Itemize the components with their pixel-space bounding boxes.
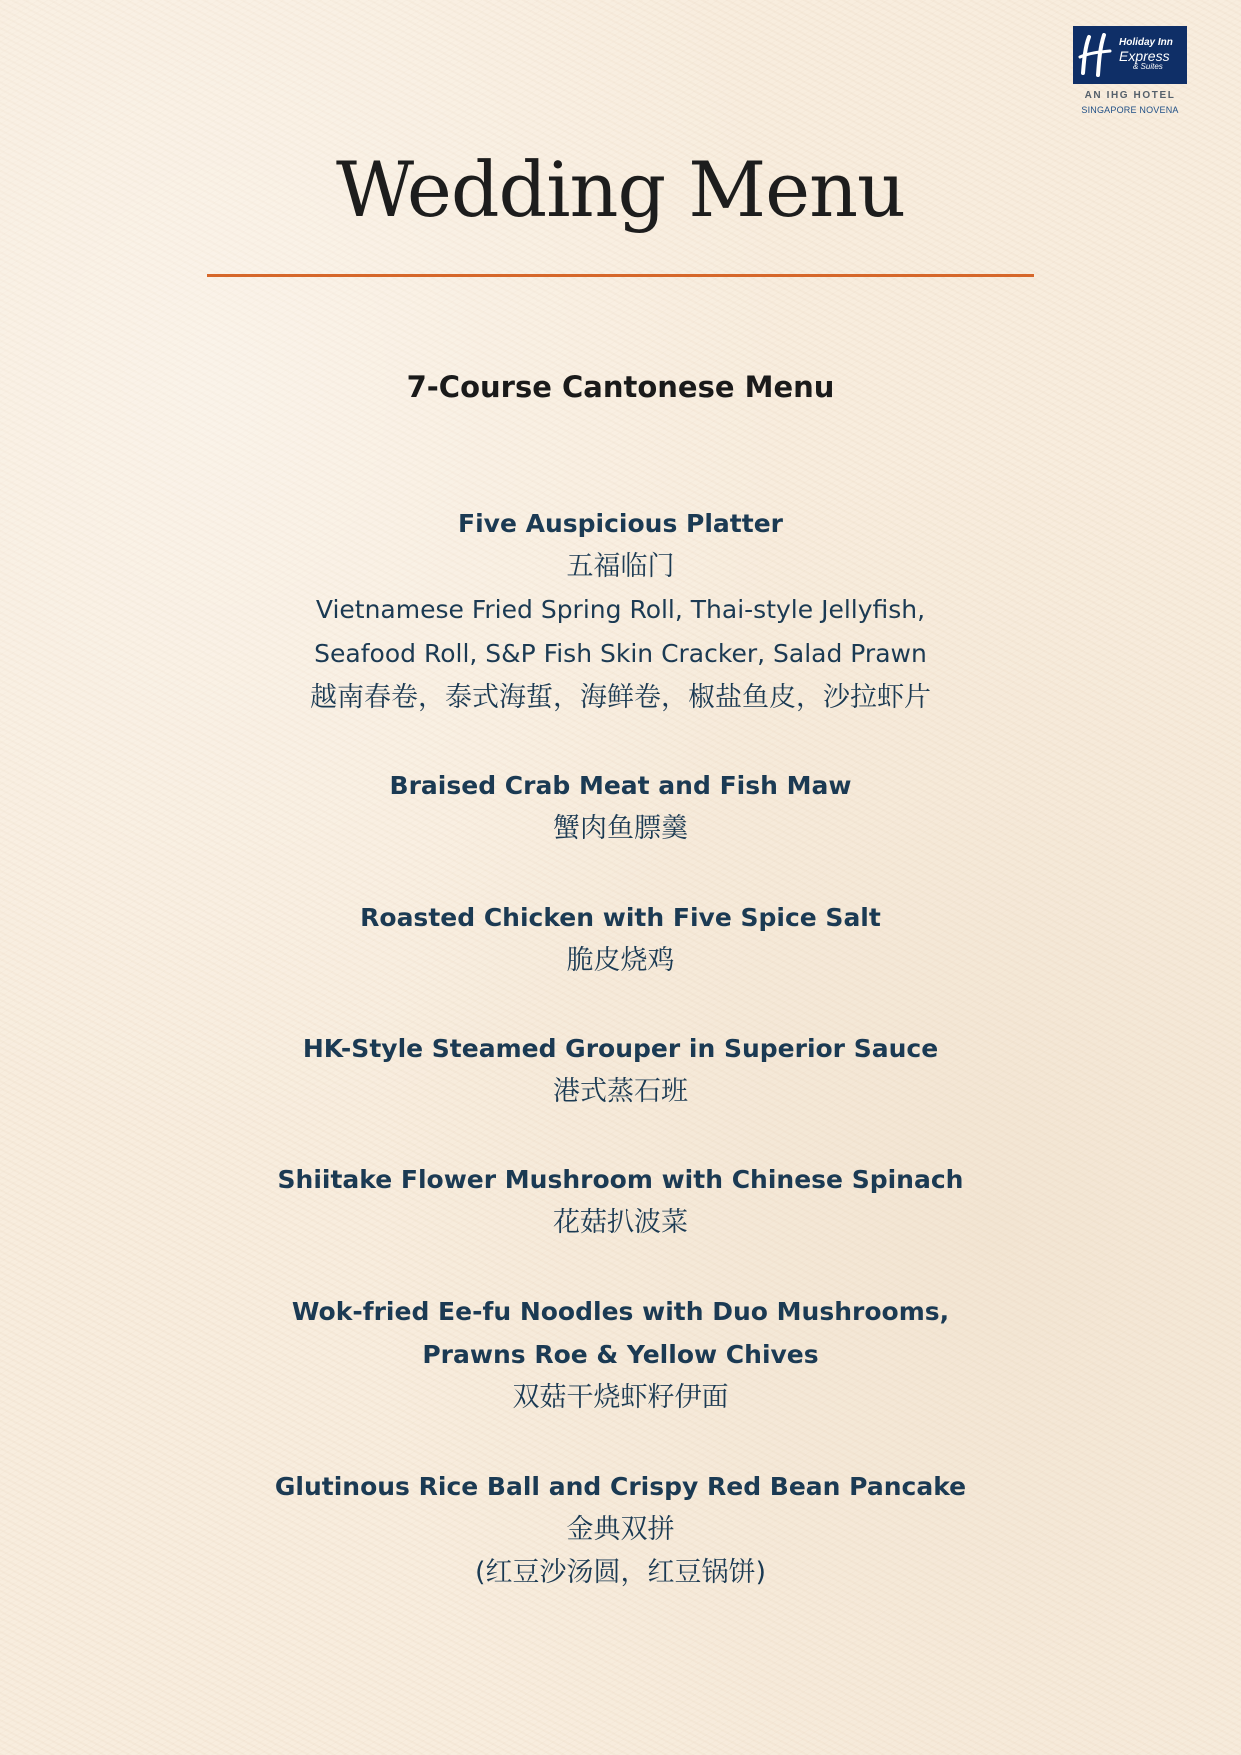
menu-subtitle: 7-Course Cantonese Menu	[406, 370, 835, 404]
page-title: Wedding Menu	[336, 145, 905, 234]
hotel-logo	[1066, 26, 1194, 115]
course-item-6	[0, 1290, 1241, 1419]
logo-location: SINGAPORE NOVENA	[1081, 105, 1179, 115]
course-name-zh: 五福临门	[566, 551, 675, 582]
course-description-en: Vietnamese Fried Spring Roll, Thai-style Jellyfish,	[315, 595, 926, 624]
h-monogram-icon	[1073, 26, 1117, 84]
course-name-zh: 花菇扒波菜	[553, 1207, 688, 1238]
logo-brand-line2: Express	[1119, 47, 1170, 64]
course-name-en: Wok-fried Ee-fu Noodles with Duo Mushrooms,	[291, 1297, 950, 1326]
course-name-en: Prawns Roe & Yellow Chives	[422, 1340, 819, 1369]
course-name-en: Shiitake Flower Mushroom with Chinese Spinach	[277, 1165, 964, 1194]
course-item-1	[0, 502, 1241, 719]
course-name-en: HK-Style Steamed Grouper in Superior Sauce	[302, 1034, 939, 1063]
course-name-en: Roasted Chicken with Five Spice Salt	[360, 903, 881, 932]
logo-badge	[1073, 26, 1187, 84]
course-name-zh: 脆皮烧鸡	[566, 945, 675, 976]
course-item-5	[0, 1158, 1241, 1244]
course-description-en: Seafood Roll, S&P Fish Skin Cracker, Salad Prawn	[314, 639, 927, 668]
course-name-zh: 港式蒸石班	[553, 1076, 688, 1107]
course-description-zh: 越南春卷，泰式海蜇，海鲜卷，椒盐鱼皮，沙拉虾片	[310, 682, 931, 713]
course-name-en: Braised Crab Meat and Fish Maw	[389, 771, 852, 800]
course-name-zh: 金典双拼	[566, 1514, 675, 1545]
title-divider	[207, 274, 1034, 277]
logo-tagline: AN IHG HOTEL	[1084, 90, 1176, 101]
course-name-zh: 双菇干烧虾籽伊面	[512, 1382, 729, 1413]
course-item-3	[0, 896, 1241, 982]
course-name-zh: 蟹肉鱼膘羹	[553, 813, 688, 844]
course-item-2	[0, 764, 1241, 850]
course-item-4	[0, 1027, 1241, 1113]
logo-brand-line3: & Suites	[1133, 62, 1163, 72]
course-description-zh: (红豆沙汤圆，红豆锅饼)	[474, 1557, 767, 1588]
course-name-en: Five Auspicious Platter	[458, 509, 783, 538]
logo-brand-line1: Holiday Inn	[1119, 37, 1173, 49]
course-name-en: Glutinous Rice Ball and Crispy Red Bean Pancake	[274, 1472, 967, 1501]
course-item-7	[0, 1465, 1241, 1594]
